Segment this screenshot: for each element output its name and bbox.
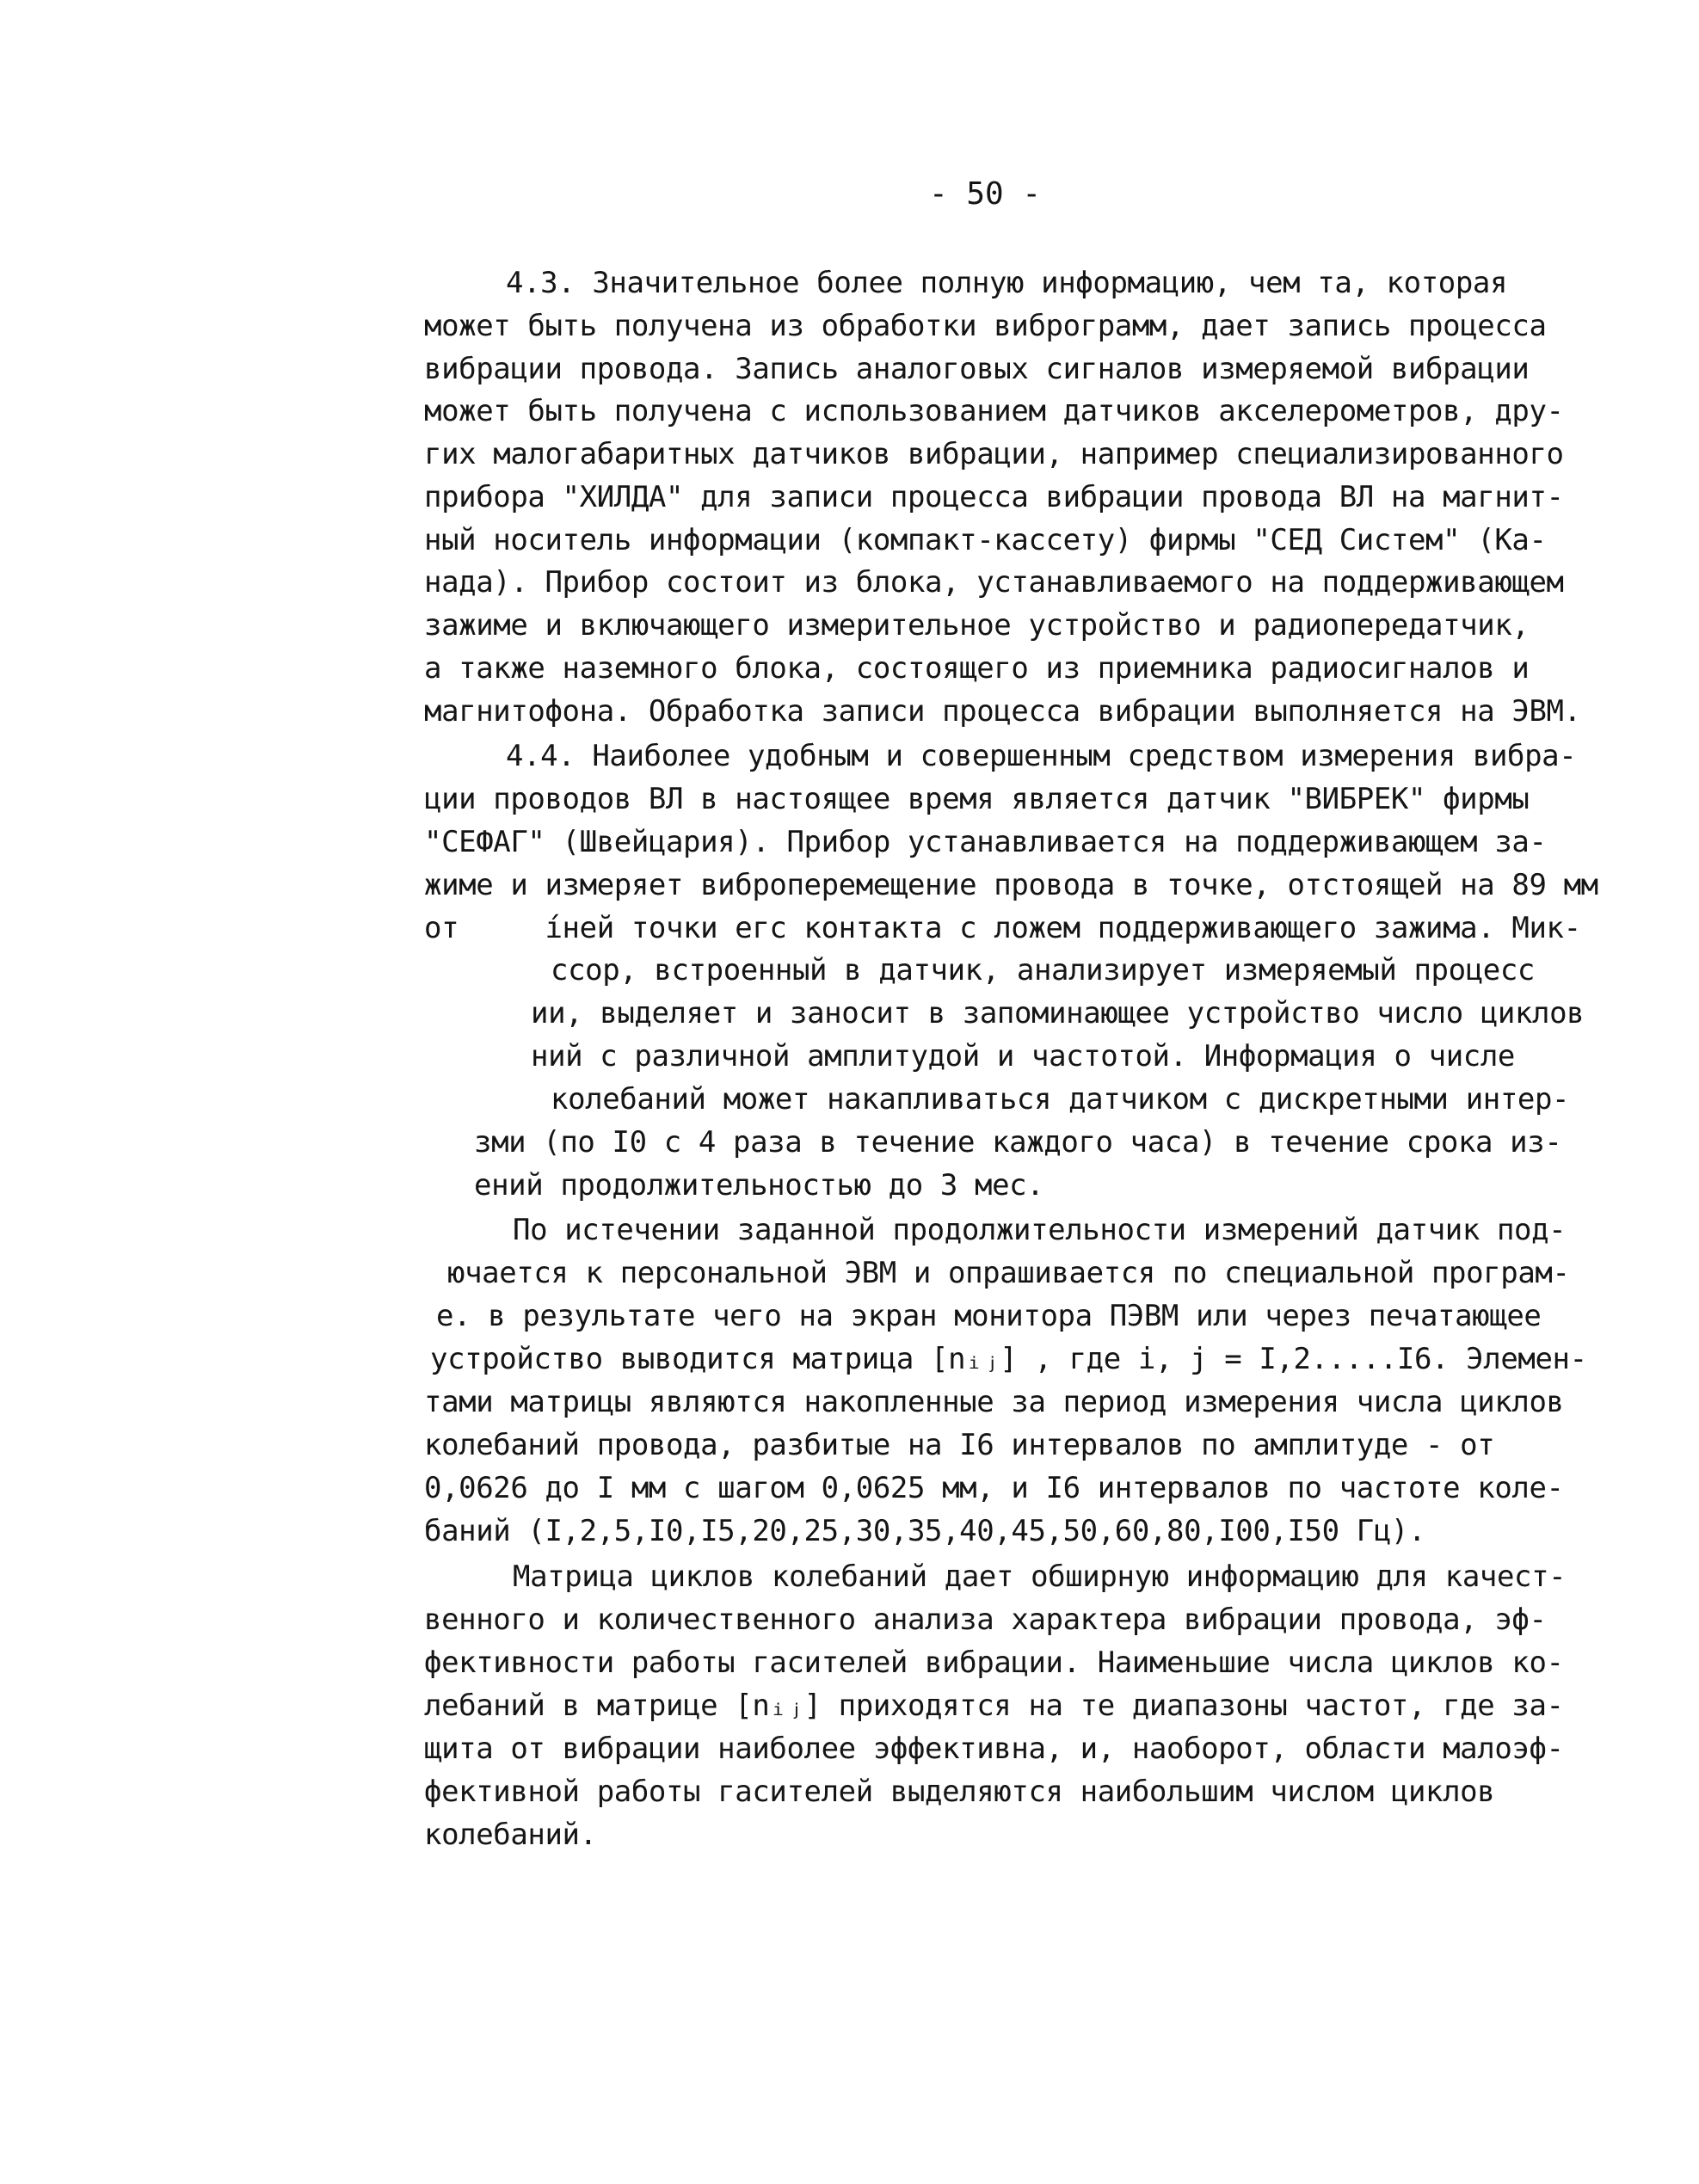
text-line: ссор, встроенный в датчик, анализирует измеряемый процесс xyxy=(551,953,1535,987)
text-line: ии, выделяет и заносит в запоминающее устройство число циклов xyxy=(531,996,1585,1030)
text-line: 0,0626 до I мм с шагом 0,0625 мм, и I6 интервалов по частоте коле- xyxy=(424,1471,1564,1505)
text-line: зажиме и включающего измерительное устройство и радиопередатчик, xyxy=(424,608,1530,643)
text-line: устройство выводится матрица [nᵢⱼ] , где i, j = I,2.....I6. Элемен- xyxy=(430,1342,1587,1376)
text-line: от íней точки егс контакта с ложем поддерживающего зажима. Мик- xyxy=(424,911,1581,945)
text-line: а также наземного блока, состоящего из приемника радиосигналов и xyxy=(424,651,1530,686)
text-line: баний (I,2,5,I0,I5,20,25,30,35,40,45,50,60,80,I00,I50 Гц). xyxy=(424,1514,1426,1548)
text-line: ений продолжительностью до 3 мес. xyxy=(474,1168,1044,1203)
text-line: ный носитель информации (компакт-кассету) фирмы "СЕД Систем" (Ка- xyxy=(424,523,1547,557)
text-line: фективной работы гасителей выделяются наибольшим числом циклов xyxy=(424,1775,1495,1809)
text-line: венного и количественного анализа характера вибрации провода, эф- xyxy=(424,1603,1547,1637)
text-line: вибрации провода. Запись аналоговых сигналов измеряемой вибрации xyxy=(424,352,1530,386)
text-line: Матрица циклов колебаний дает обширную информацию для качест- xyxy=(513,1560,1567,1594)
text-line: тами матрицы являются накопленные за период измерения числа циклов xyxy=(424,1385,1564,1419)
text-line: может быть получена с использованием датчиков акселерометров, дру- xyxy=(424,394,1564,428)
text-line: лебаний в матрице [nᵢⱼ] приходятся на те диапазоны частот, где за- xyxy=(424,1689,1564,1723)
text-line: 4.3. Значительное более полную информацию, чем та, которая xyxy=(506,266,1508,300)
text-line: гих малогабаритных датчиков вибрации, например специализированного xyxy=(424,437,1564,471)
text-line: может быть получена из обработки виброграмм, дает запись процесса xyxy=(424,309,1547,343)
text-line: 4.4. Наиболее удобным и совершенным средством измерения вибра- xyxy=(506,739,1577,773)
page-number: - 50 - xyxy=(929,176,1042,212)
text-line: нада). Прибор состоит из блока, устанавливаемого на поддерживающем xyxy=(424,565,1564,600)
text-line: щита от вибрации наиболее эффективна, и, наоборот, области малоэф- xyxy=(424,1732,1564,1766)
text-line: зми (по I0 с 4 раза в течение каждого часа) в течение срока из- xyxy=(474,1125,1562,1160)
text-line: "СЕФАГ" (Швейцария). Прибор устанавливается на поддерживающем за- xyxy=(424,825,1547,859)
text-line: е. в результате чего на экран монитора ПЭВМ или через печатающее xyxy=(436,1299,1542,1333)
text-line: фективности работы гасителей вибрации. Наименьшие числа циклов ко- xyxy=(424,1646,1564,1680)
text-line: ний с различной амплитудой и частотой. Информация о числе xyxy=(531,1039,1515,1074)
text-line: По истечении заданной продолжительности измерений датчик под- xyxy=(513,1213,1567,1247)
text-line: колебаний. xyxy=(424,1818,597,1852)
text-line: колебаний провода, разбитые на I6 интервалов по амплитуде - от xyxy=(424,1428,1495,1462)
text-line: прибора "ХИЛДА" для записи процесса вибрации провода ВЛ на магнит- xyxy=(424,480,1564,514)
text-line: жиме и измеряет виброперемещение провода в точке, отстоящей на 89 мм xyxy=(424,868,1598,902)
text-line: ции проводов ВЛ в настоящее время является датчик "ВИБРЕК" фирмы xyxy=(424,782,1530,816)
text-line: магнитофона. Обработка записи процесса вибрации выполняется на ЭВМ. xyxy=(424,694,1581,729)
text-line: ючается к персональной ЭВМ и опрашивается по специальной програм- xyxy=(447,1256,1570,1290)
text-line: колебаний может накапливаться датчиком с дискретными интер- xyxy=(551,1082,1570,1117)
